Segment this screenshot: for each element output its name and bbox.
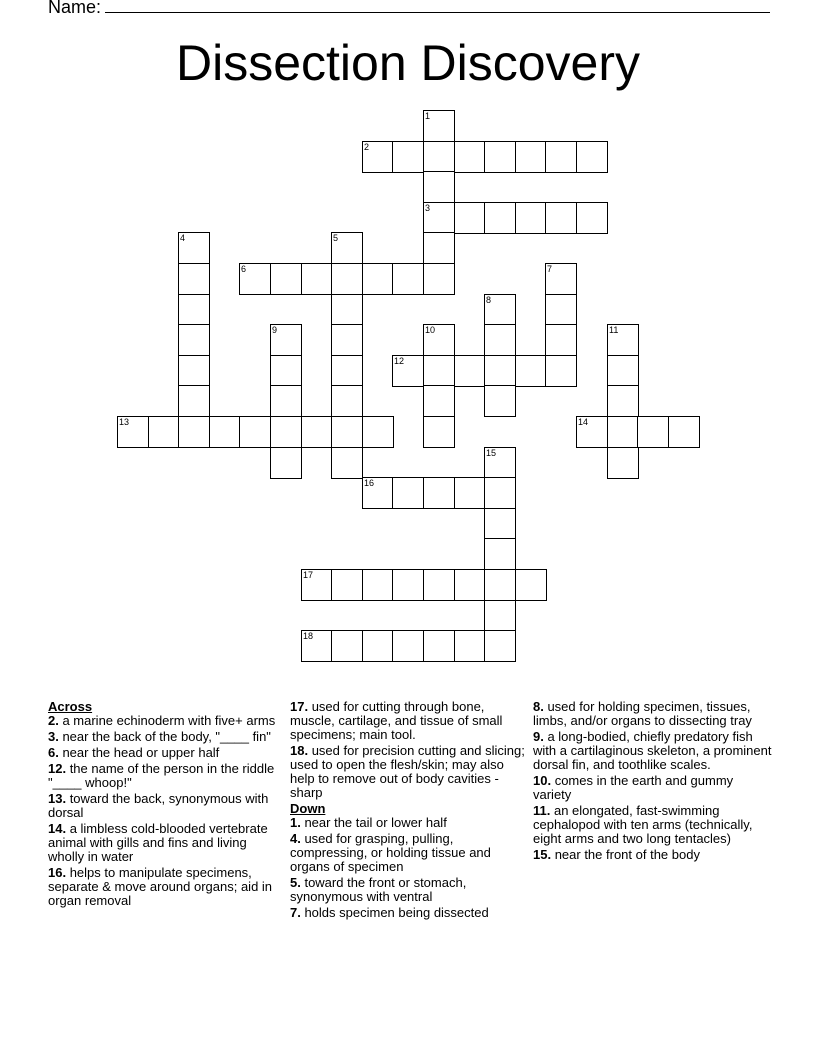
- grid-cell[interactable]: [545, 263, 577, 295]
- grid-cell[interactable]: [607, 385, 639, 417]
- grid-cell[interactable]: [484, 324, 516, 356]
- grid-cell[interactable]: [423, 385, 455, 417]
- clue-item-text: used for grasping, pulling, compressing, or holding tissue and organs of specimen: [290, 831, 491, 874]
- grid-cell[interactable]: [454, 630, 486, 662]
- clue-number: 16: [364, 478, 375, 488]
- clue-item: [290, 832, 525, 874]
- grid-cell[interactable]: [362, 141, 394, 173]
- grid-cell[interactable]: [484, 477, 516, 509]
- clue-number: 2: [364, 142, 370, 152]
- grid-cell[interactable]: [454, 355, 486, 387]
- grid-cell[interactable]: [331, 294, 363, 326]
- grid-cell[interactable]: [392, 355, 424, 387]
- grid-cell[interactable]: [301, 630, 333, 662]
- clue-item: [533, 700, 773, 728]
- grid-cell[interactable]: [270, 447, 302, 479]
- grid-cell[interactable]: [515, 202, 547, 234]
- grid-cell[interactable]: [209, 416, 241, 448]
- clue-number: 5: [333, 233, 339, 243]
- grid-cell[interactable]: [392, 630, 424, 662]
- clue-item-number: 12.: [48, 761, 67, 776]
- grid-cell[interactable]: [576, 141, 608, 173]
- clue-item: [290, 700, 525, 742]
- across-heading: Across: [48, 699, 93, 714]
- grid-cell[interactable]: [545, 202, 577, 234]
- grid-cell[interactable]: [239, 263, 271, 295]
- grid-cell[interactable]: [454, 477, 486, 509]
- down-clue-list: [290, 816, 525, 920]
- clue-number: 1: [425, 111, 431, 121]
- grid-cell[interactable]: [423, 416, 455, 448]
- clue-item: [48, 792, 280, 820]
- grid-cell[interactable]: [423, 171, 455, 203]
- clue-item: [48, 746, 280, 760]
- grid-cell[interactable]: [484, 385, 516, 417]
- clue-item-text: the name of the person in the riddle "____ whoop!": [48, 761, 275, 790]
- across-clue-list-continued: [290, 700, 525, 800]
- grid-cell[interactable]: [423, 141, 455, 173]
- clues-column-3: [533, 700, 773, 864]
- grid-cell[interactable]: [301, 416, 333, 448]
- clue-number: 7: [547, 264, 553, 274]
- grid-cell[interactable]: [484, 355, 516, 387]
- clue-number: 10: [425, 325, 436, 335]
- grid-cell[interactable]: [270, 385, 302, 417]
- grid-cell[interactable]: [331, 232, 363, 264]
- grid-cell[interactable]: [423, 477, 455, 509]
- grid-cell[interactable]: [362, 477, 394, 509]
- grid-cell[interactable]: [576, 202, 608, 234]
- grid-cell[interactable]: [423, 569, 455, 601]
- grid-cell[interactable]: [423, 630, 455, 662]
- grid-cell[interactable]: [515, 141, 547, 173]
- clue-item-text: used for cutting through bone, muscle, cartilage, and tissue of small specimens; main tool.: [290, 699, 503, 742]
- clue-item: [290, 876, 525, 904]
- clue-item: [533, 804, 773, 846]
- grid-cell[interactable]: [331, 385, 363, 417]
- clue-item: [290, 744, 525, 800]
- clue-number: 4: [180, 233, 186, 243]
- clue-item-number: 8.: [533, 699, 544, 714]
- clue-number: 14: [578, 417, 589, 427]
- grid-cell[interactable]: [331, 263, 363, 295]
- clue-number: 6: [241, 264, 247, 274]
- grid-cell[interactable]: [607, 416, 639, 448]
- grid-cell[interactable]: [178, 355, 210, 387]
- grid-cell[interactable]: [454, 202, 486, 234]
- clue-item-text: comes in the earth and gummy variety: [533, 773, 734, 802]
- grid-cell[interactable]: [392, 569, 424, 601]
- clue-item-text: used for holding specimen, tissues, limbs, and/or organs to dissecting tray: [533, 699, 752, 728]
- grid-cell[interactable]: [545, 141, 577, 173]
- grid-cell[interactable]: [484, 569, 516, 601]
- clue-item-text: toward the back, synonymous with dorsal: [48, 791, 269, 820]
- clue-item: [533, 848, 773, 862]
- grid-cell[interactable]: [668, 416, 700, 448]
- clue-number: 3: [425, 203, 431, 213]
- grid-cell[interactable]: [392, 141, 424, 173]
- grid-cell[interactable]: [301, 263, 333, 295]
- clue-item-number: 9.: [533, 729, 544, 744]
- clue-item: [48, 866, 280, 908]
- clue-item-number: 14.: [48, 821, 67, 836]
- clue-item: [48, 822, 280, 864]
- grid-cell[interactable]: [331, 447, 363, 479]
- grid-cell[interactable]: [484, 538, 516, 570]
- down-clue-list-continued: [533, 700, 773, 862]
- grid-cell[interactable]: [454, 569, 486, 601]
- clue-item-number: 13.: [48, 791, 67, 806]
- clue-item-text: near the tail or lower half: [300, 815, 447, 830]
- clue-item-text: a long-bodied, chiefly predatory fish with a cartilaginous skeleton, a prominent dorsal fin, and toothlike scales.: [533, 729, 772, 772]
- clue-item-text: a marine echinoderm with five+ arms: [58, 713, 276, 728]
- grid-cell[interactable]: [637, 416, 669, 448]
- page-title: Dissection Discovery: [175, 35, 640, 91]
- grid-cell[interactable]: [607, 324, 639, 356]
- grid-cell[interactable]: [607, 355, 639, 387]
- across-clue-list: [48, 714, 280, 908]
- clue-item-number: 6.: [48, 745, 59, 760]
- grid-cell[interactable]: [423, 110, 455, 142]
- clue-item-number: 18.: [290, 743, 309, 758]
- clue-number: 13: [119, 417, 130, 427]
- clue-item-number: 11.: [533, 803, 551, 818]
- clue-item: [48, 762, 280, 790]
- clue-item: [48, 714, 280, 728]
- grid-cell[interactable]: [423, 202, 455, 234]
- grid-cell[interactable]: [545, 294, 577, 326]
- grid-cell[interactable]: [484, 630, 516, 662]
- grid-cell[interactable]: [423, 355, 455, 387]
- clue-item-text: near the front of the body: [551, 847, 700, 862]
- clue-item: [533, 730, 773, 772]
- name-field[interactable]: [48, 0, 770, 18]
- grid-cell[interactable]: [117, 416, 149, 448]
- grid-cell[interactable]: [515, 355, 547, 387]
- grid-cell[interactable]: [301, 569, 333, 601]
- grid-cell[interactable]: [178, 294, 210, 326]
- grid-cell[interactable]: [270, 263, 302, 295]
- grid-cell[interactable]: [515, 569, 547, 601]
- grid-cell[interactable]: [484, 508, 516, 540]
- grid-cell[interactable]: [239, 416, 271, 448]
- grid-cell[interactable]: [270, 416, 302, 448]
- grid-cell[interactable]: [178, 324, 210, 356]
- grid-cell[interactable]: [484, 202, 516, 234]
- clue-item-number: 1.: [290, 815, 301, 830]
- grid-cell[interactable]: [270, 355, 302, 387]
- clue-item-number: 17.: [290, 699, 309, 714]
- clue-number: 11: [609, 325, 619, 335]
- grid-cell[interactable]: [545, 355, 577, 387]
- grid-cell[interactable]: [148, 416, 180, 448]
- name-underline[interactable]: [105, 0, 770, 13]
- clue-item: [290, 906, 525, 920]
- clue-item-number: 16.: [48, 865, 67, 880]
- grid-cell[interactable]: [178, 385, 210, 417]
- grid-cell[interactable]: [178, 263, 210, 295]
- grid-cell[interactable]: [331, 355, 363, 387]
- clue-number: 15: [486, 448, 497, 458]
- grid-cell[interactable]: [331, 569, 363, 601]
- clues-column-2: [290, 700, 525, 922]
- clue-number: 9: [272, 325, 278, 335]
- clue-item-number: 15.: [533, 847, 552, 862]
- grid-cell[interactable]: [362, 263, 394, 295]
- grid-cell[interactable]: [178, 232, 210, 264]
- grid-cell[interactable]: [362, 569, 394, 601]
- grid-cell[interactable]: [484, 141, 516, 173]
- grid-cell[interactable]: [484, 294, 516, 326]
- grid-cell[interactable]: [331, 324, 363, 356]
- grid-cell[interactable]: [392, 263, 424, 295]
- grid-cell[interactable]: [331, 416, 363, 448]
- clue-item-number: 3.: [48, 729, 59, 744]
- grid-cell[interactable]: [423, 324, 455, 356]
- clue-item-number: 5.: [290, 875, 301, 890]
- grid-cell[interactable]: [545, 324, 577, 356]
- clue-number: 12: [394, 356, 405, 366]
- clue-item: [533, 774, 773, 802]
- clue-item-number: 10.: [533, 773, 552, 788]
- clue-item-text: toward the front or stomach, synonymous with ventral: [290, 875, 467, 904]
- clue-item: [290, 816, 525, 830]
- clue-item-text: near the back of the body, "____ fin": [58, 729, 271, 744]
- grid-cell[interactable]: [270, 324, 302, 356]
- clue-item-text: a limbless cold-blooded vertebrate animal with gills and fins and living wholly in water: [48, 821, 268, 864]
- clue-item-number: 4.: [290, 831, 301, 846]
- grid-cell[interactable]: [331, 630, 363, 662]
- grid-cell[interactable]: [607, 447, 639, 479]
- grid-cell[interactable]: [362, 416, 394, 448]
- clue-number: 18: [303, 631, 314, 641]
- clue-item-text: near the head or upper half: [58, 745, 220, 760]
- name-label: Name:: [48, 0, 102, 17]
- down-heading: Down: [290, 801, 326, 816]
- clue-item: [48, 730, 280, 744]
- clue-item-text: holds specimen being dissected: [300, 905, 489, 920]
- clues-column-1: [48, 700, 280, 910]
- grid-cell[interactable]: [178, 416, 210, 448]
- grid-cell[interactable]: [454, 141, 486, 173]
- grid-cell[interactable]: [423, 263, 455, 295]
- grid-cell[interactable]: [484, 600, 516, 632]
- clue-item-text: an elongated, fast-swimming cephalopod with ten arms (technically, eight arms and two long tentacles): [533, 803, 753, 846]
- grid-cell[interactable]: [576, 416, 608, 448]
- clue-item-number: 7.: [290, 905, 301, 920]
- grid-cell[interactable]: [484, 447, 516, 479]
- grid-cell[interactable]: [362, 630, 394, 662]
- grid-cell[interactable]: [392, 477, 424, 509]
- grid-cell[interactable]: [423, 232, 455, 264]
- clue-item-text: helps to manipulate specimens, separate & move around organs; aid in organ removal: [48, 865, 273, 908]
- clue-item-text: used for precision cutting and slicing; used to open the flesh/skin; may also help to remove out of body cavities - sharp: [290, 743, 525, 800]
- clue-number: 8: [486, 295, 492, 305]
- clue-number: 17: [303, 570, 314, 580]
- clue-item-number: 2.: [48, 713, 59, 728]
